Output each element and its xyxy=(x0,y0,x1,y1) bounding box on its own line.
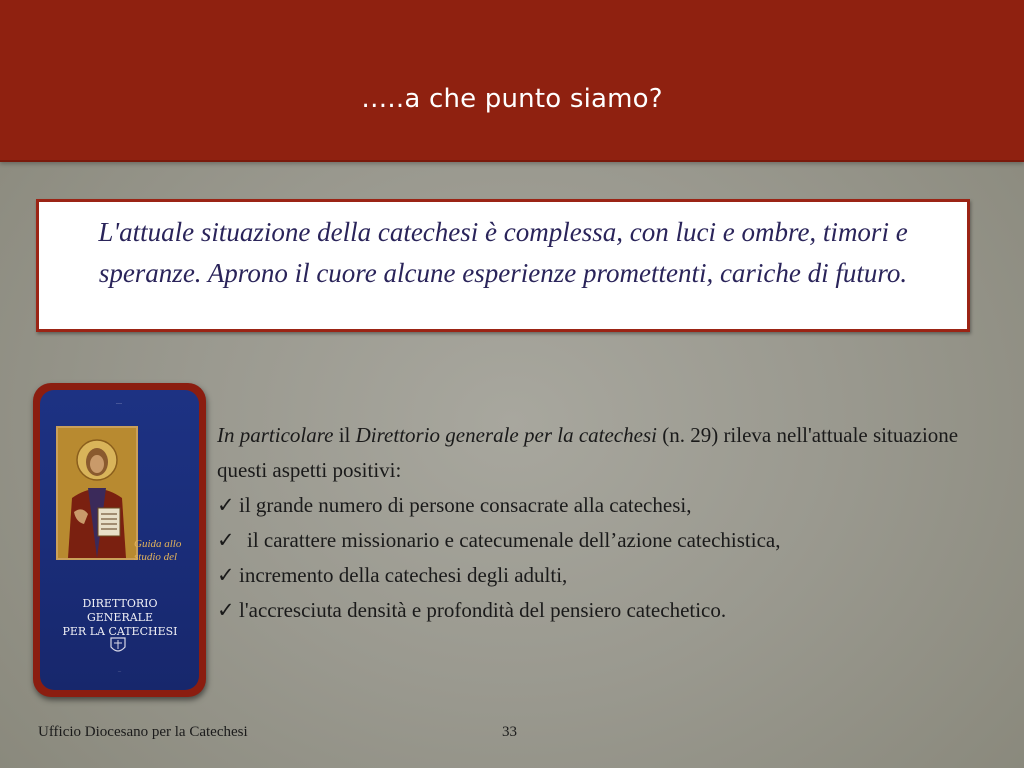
christ-icon-illustration xyxy=(56,426,138,560)
checkmark-icon: ✓ xyxy=(217,528,235,552)
title-bar xyxy=(0,0,1024,162)
bullet-item xyxy=(217,558,961,593)
quote-box xyxy=(36,199,970,332)
bullet-list xyxy=(217,488,961,628)
emblem-icon xyxy=(109,636,127,656)
intro-paragraph xyxy=(217,418,961,488)
slide-title: …..a che punto siamo? xyxy=(361,84,663,114)
book-cover-image xyxy=(33,383,206,697)
body-text xyxy=(217,418,961,628)
checkmark-icon: ✓ xyxy=(217,598,235,622)
bullet-text: l'accresciuta densità e profondità del pensiero catechetico. xyxy=(239,598,727,622)
bullet-text: il grande numero di persone consacrate alla catechesi, xyxy=(239,493,692,517)
cover-title-line: DIRETTORIO GENERALE xyxy=(82,597,158,624)
footer-office: Ufficio Diocesano per la Catechesi xyxy=(38,724,248,740)
cover-title-line: PER LA CATECHESI xyxy=(62,625,178,638)
checkmark-icon: ✓ xyxy=(217,563,235,587)
cover-subtitle: Guida allo studio del xyxy=(134,538,182,563)
cover-title xyxy=(50,597,190,639)
intro-italic-1: In particolare xyxy=(217,423,334,447)
intro-italic-2: Direttorio generale per la catechesi xyxy=(355,423,657,447)
quote-text: L'attuale situazione della catechesi è complessa, con luci e ombre, timori e speranze. Aprono il cuore alcune esperienze promettenti, cariche di futuro. xyxy=(98,217,908,288)
page-number: 33 xyxy=(502,724,517,740)
cover-author: … xyxy=(116,400,123,406)
christ-icon xyxy=(58,428,136,558)
bullet-item xyxy=(217,488,961,523)
intro-plain-1: il xyxy=(333,423,356,447)
bullet-item xyxy=(217,593,961,628)
intro-plain-2: (n. 29) rileva nell'attuale situazione questi aspetti positivi: xyxy=(217,423,959,482)
cover-publisher: … xyxy=(117,668,122,673)
book-cover xyxy=(40,390,199,690)
bullet-text: il carattere missionario e catecumenale dell’azione catechistica, xyxy=(247,528,781,552)
bullet-item xyxy=(217,523,961,558)
bullet-text: incremento della catechesi degli adulti, xyxy=(239,563,568,587)
checkmark-icon: ✓ xyxy=(217,493,235,517)
